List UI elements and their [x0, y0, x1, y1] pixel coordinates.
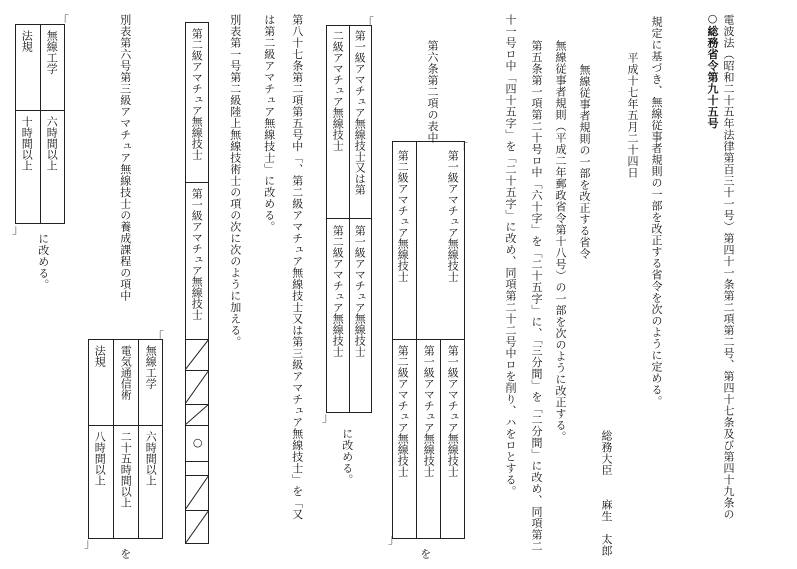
table2-cell-a1: 第一級アマチュア無線技士又は第 — [353, 30, 367, 195]
paragraph-8: 別表第六号第三級アマチュア無線技士の養成課程の項中 — [118, 14, 132, 302]
minister-signature: 総務大臣 麻生 太郎 — [600, 430, 613, 557]
ordinance-heading: ○総務省令第九十五号 — [706, 12, 719, 129]
bracket-mark: 「 — [152, 330, 165, 344]
bracket-mark: 」 — [322, 410, 335, 424]
connector-ni-1: に改める。 — [340, 428, 354, 486]
paragraph-3: 十一号ロ中「四十五字」を「二十五字」に改め、同項第二十二号中ロを削り、ハをロとする。 — [504, 14, 517, 497]
intro-line-1: 電波法（昭和二十五年法律第百三十一号）第四十一条第二項第二号、第四十七条及び第四十九条の — [722, 14, 735, 520]
table3-cell-class1: 第一級アマチュア無線技士 — [190, 188, 204, 320]
ordinance-title: 無線従事者規則の一部を改正する省令 — [578, 64, 591, 260]
table4-hours-3: 八時間以上 — [93, 431, 107, 486]
bracket-mark: 「 — [57, 14, 70, 28]
date: 平成十七年五月二十四日 — [626, 52, 639, 179]
intro-line-2b: 規定に基づき、無線従事者規則の一部を改正する省令を次のように定める。 — [650, 16, 663, 407]
table1-cell-bottom-left: 第二級アマチュア無線技士 — [396, 345, 410, 477]
table2-cell-b2: 第二級アマチュア無線技士 — [331, 225, 345, 357]
bracket-mark: 「 — [362, 16, 375, 30]
table4-subject-2: 電気通信術 — [119, 345, 133, 400]
table1-cell-bottom-right: 第一級アマチュア無線技士 — [446, 345, 460, 477]
table2-cell-b1: 第一級アマチュア無線技士 — [353, 225, 367, 357]
table5-subject-1: 無線工学 — [45, 30, 59, 74]
table1-cell-bottom-mid: 第一級アマチュア無線技士 — [422, 345, 436, 477]
table4-hours-2: 二十五時間以上 — [119, 431, 133, 508]
bracket-mark: 」 — [84, 536, 97, 550]
bracket-mark: 」 — [12, 222, 25, 236]
bracket-mark: 」 — [388, 532, 401, 546]
table3-cell-class2: 第二級アマチュア無線技士 — [190, 28, 204, 160]
table5-hours-1: 六時間以上 — [45, 116, 59, 171]
connector-wo-2: を — [118, 548, 132, 560]
bracket-mark: 「 — [456, 142, 469, 156]
table5-hours-2: 十時間以上 — [20, 116, 34, 171]
table4-subject-1: 無線工学 — [144, 345, 158, 389]
paragraph-6: は第二級アマチュア無線技士」に改める。 — [262, 14, 276, 233]
table2-cell-a2: 二級アマチュア無線技士 — [331, 30, 345, 151]
table1-cell-top-left: 第二級アマチュア無線技士 — [396, 150, 410, 282]
paragraph-5: 第八十七条第二項第五号中「、第二級アマチュア無線技士又は第三級アマチュア無線技士」を「又 — [290, 14, 304, 520]
paragraph-4: 第六条第二項の表中 — [426, 40, 439, 144]
circle-mark: ○ — [191, 436, 205, 449]
connector-ni-2: に改める。 — [36, 233, 50, 291]
paragraph-1: 無線従事者規則（平成二年郵政省令第十八号）の一部を次のように改正する。 — [554, 40, 567, 443]
table1-cell-top-right: 第一級アマチュア無線技士 — [446, 150, 460, 282]
paragraph-2: 第五条第一項第二十号ロ中「六十字」を「二十五字」に、「三分間」を「二分間」に改め、同項第二 — [530, 40, 543, 552]
connector-wo-1: を — [418, 548, 432, 560]
table4-hours-1: 六時間以上 — [144, 431, 158, 486]
paragraph-7: 別表第一号第二級陸上無線技術士の項の次に次のように加える。 — [228, 14, 242, 348]
table4-subject-3: 法規 — [93, 345, 107, 367]
table5-subject-2: 法規 — [20, 30, 34, 52]
